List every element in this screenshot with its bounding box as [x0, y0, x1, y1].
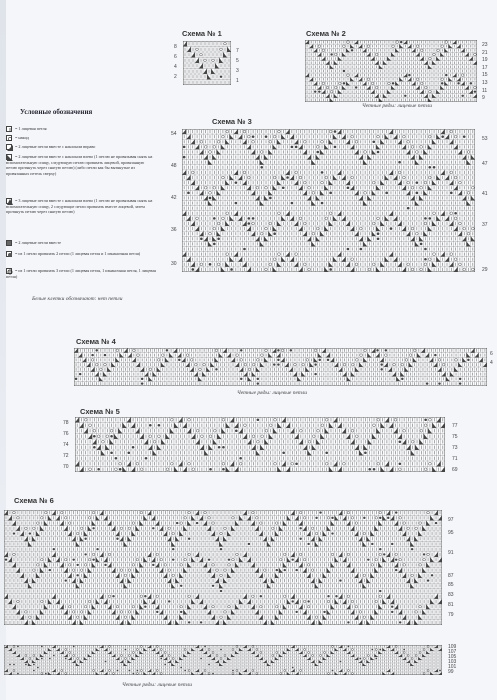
row-number: 109: [448, 644, 457, 650]
legend-title: Условные обозначения: [20, 108, 93, 116]
row-number: 19: [482, 57, 488, 64]
scheme-6-bottom-grid: [4, 645, 442, 675]
row-number: 77: [452, 423, 458, 429]
row-number: 101: [448, 664, 457, 670]
row-number: 72: [63, 453, 69, 459]
scheme-2-grid: [305, 40, 477, 102]
legend-text: = из 1 петли провязать 3 петли (1 лицевая петля, 1 изнаночная петля, 1 лицевая петля): [6, 268, 156, 279]
row-number: 2: [174, 74, 177, 80]
scheme-1-grid: [183, 41, 231, 85]
scheme-2-right-row-numbers: [482, 42, 488, 103]
scheme-6-bottom-row-numbers: [448, 645, 456, 675]
row-number: 70: [63, 464, 69, 470]
legend-item: [6, 144, 156, 150]
row-number: 13: [482, 79, 488, 86]
row-number: 103: [448, 659, 457, 665]
row-number: 11: [482, 87, 488, 94]
scheme-1-right-row-numbers: [236, 46, 239, 86]
row-number: 53: [482, 136, 488, 142]
row-number: 6: [490, 351, 493, 357]
row-number: 91: [448, 550, 454, 556]
legend-text: = накид: [15, 135, 29, 140]
row-number: 5: [236, 58, 239, 64]
legend-item: [6, 198, 156, 215]
legend-item: [6, 135, 156, 141]
scheme-4-right-row-numbers: [490, 350, 493, 368]
row-number: 85: [448, 582, 454, 588]
row-number: 7: [236, 48, 239, 54]
scheme-2-caption: Четные ряды: лицевые петли: [362, 103, 432, 109]
legend-item: [6, 240, 156, 246]
legend-text: = 2 лицевые петли вместе: [15, 240, 61, 245]
purl-icon: [6, 240, 12, 246]
row-number: 107: [448, 649, 457, 655]
row-number: 81: [448, 602, 454, 608]
scheme-3-grid: [182, 129, 475, 272]
row-number: 75: [452, 434, 458, 440]
row-number: 41: [482, 191, 488, 197]
row-number: 4: [490, 360, 493, 366]
row-number: 54: [171, 131, 177, 137]
scheme-6-caption: Четные ряды: лицевые петли: [122, 682, 192, 688]
row-number: 71: [452, 456, 458, 462]
row-number: 17: [482, 64, 488, 71]
row-number: 83: [448, 592, 454, 598]
legend-item: [6, 154, 156, 176]
row-number: 73: [452, 445, 458, 451]
row-number: 47: [482, 161, 488, 167]
row-number: 36: [171, 227, 177, 233]
row-number: 87: [448, 573, 454, 579]
row-number: 42: [171, 195, 177, 201]
knit-stitch-icon: [6, 126, 12, 132]
row-number: 1: [236, 78, 239, 84]
legend-text: = 1 лицевая петля: [15, 126, 47, 131]
scheme-4-caption: Четные ряды: лицевые петли: [237, 390, 307, 396]
legend-item: [6, 251, 156, 257]
legend-note: Белые клетки обозначают: нет петли: [32, 296, 123, 302]
scheme-5-title: Схема № 5: [80, 407, 120, 416]
scheme-1-title: Схема № 1: [182, 29, 222, 38]
scheme-1-left-row-numbers: [174, 42, 177, 82]
make-two-icon: [6, 251, 12, 257]
row-number: 37: [482, 222, 488, 228]
row-number: 79: [448, 612, 454, 618]
row-number: 9: [482, 95, 485, 102]
row-number: 4: [174, 64, 177, 70]
row-number: 3: [236, 68, 239, 74]
legend-item: [6, 126, 156, 132]
k2tog-left-icon: [6, 144, 12, 150]
row-number: 30: [171, 261, 177, 267]
scheme-3-title: Схема № 3: [212, 117, 252, 126]
legend-text: = 2 лицевые петли вместе с наклоном вправо: [15, 144, 96, 149]
row-number: 21: [482, 49, 488, 56]
legend-text: = 3 лицевые петли вместе с наклоном влево (1 петлю не провязывая снять на вспомогательную спицу, 2 следующие петли провязать вместе лицевой, затем протянуть петлю через снятую петлю): [6, 198, 153, 215]
row-number: 78: [63, 420, 69, 426]
yarn-over-icon: [6, 135, 12, 141]
scheme-4-title: Схема № 4: [76, 337, 116, 346]
row-number: 97: [448, 517, 454, 523]
scheme-4-grid: [74, 348, 487, 386]
row-number: 48: [171, 163, 177, 169]
scheme-6-title: Схема № 6: [14, 496, 54, 505]
row-number: 69: [452, 467, 458, 473]
row-number: 8: [174, 44, 177, 50]
scheme-6-grid: [4, 510, 442, 625]
scheme-5-right-row-numbers: [452, 421, 458, 476]
scheme-5-grid: [75, 417, 445, 472]
row-number: 95: [448, 530, 454, 536]
row-number: 76: [63, 431, 69, 437]
row-number: 105: [448, 654, 457, 660]
row-number: 6: [174, 54, 177, 60]
legend-item: [6, 268, 156, 279]
row-number: 99: [448, 669, 454, 675]
row-number: 23: [482, 42, 488, 48]
scheme-2-title: Схема № 2: [306, 29, 346, 38]
row-number: 74: [63, 442, 69, 448]
legend-text: = из 1 петли провязать 2 петли (1 лицевая петля и 1 изнаночная петля): [15, 251, 141, 256]
legend-text: = 2 лицевые петли вместе с наклоном влево (1 петлю не провязывая снять на вспомогательную спицу, следующую петлю провязать лицевой, провязанную петлю протянуть через снятую петлю) (либо петли как бы вытянутые из провязанных петель сверху): [6, 154, 153, 176]
row-number: 15: [482, 72, 488, 79]
row-number: 29: [482, 267, 488, 273]
scheme-5-left-row-numbers: [63, 418, 69, 473]
